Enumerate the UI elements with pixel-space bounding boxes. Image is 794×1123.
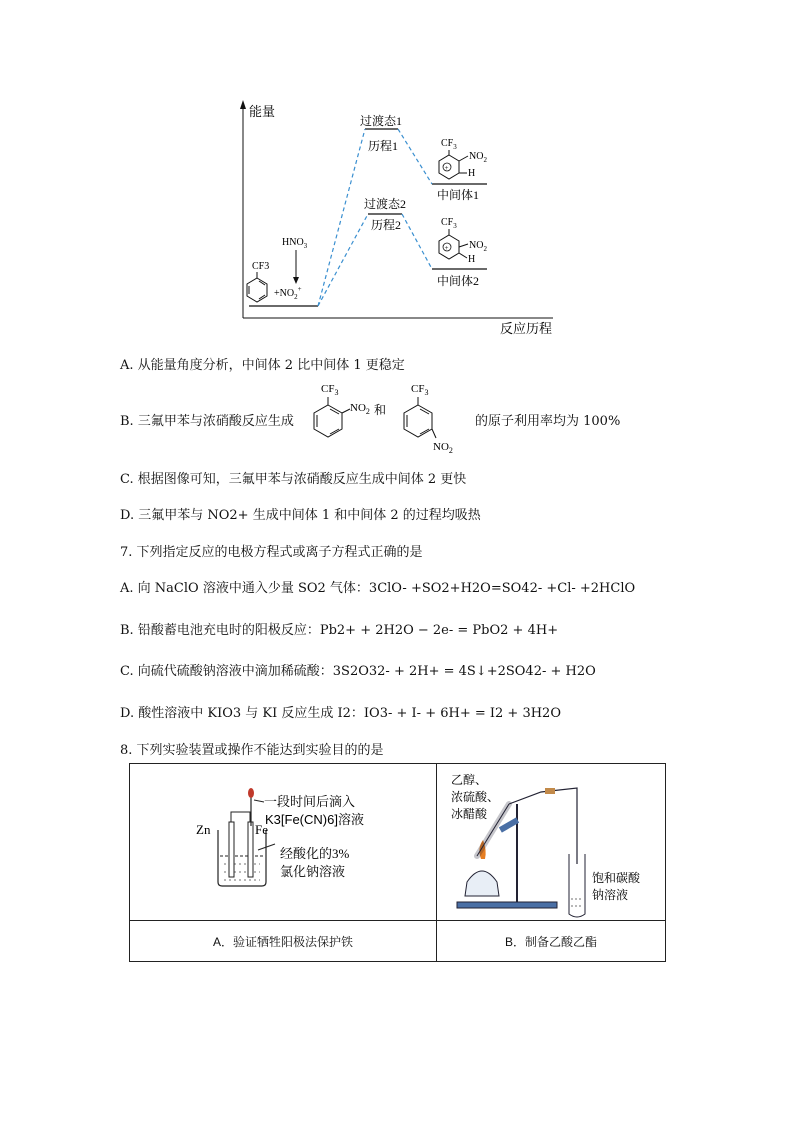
svg-text:CF3: CF3 [252, 261, 270, 272]
q7-option-c[interactable]: C. 向硫代硫酸钠溶液中滴加稀硫酸：3S2O32- + 2H+ = 4S↓+2SO42- + H2O [120, 664, 596, 679]
q6-option-b-structures [306, 378, 476, 458]
svg-text:HNO3: $HNO_3$ [282, 237, 308, 250]
energy-diagram [0, 0, 794, 345]
ts1-label: 过渡态1 [360, 114, 403, 128]
rubber-joint [545, 788, 555, 794]
svg-text:乙醇、: 乙醇、 [451, 773, 488, 787]
svg-text:K3[Fe(CN)6]溶液: K3[Fe(CN)6]溶液 [265, 812, 364, 827]
svg-text:经酸化的3%: 经酸化的3% [280, 846, 350, 861]
path1-rise [318, 129, 365, 306]
zn-electrode [229, 822, 234, 877]
beaker [218, 830, 266, 886]
svg-text:H: H [468, 168, 476, 179]
q6-option-d[interactable]: D. 三氟甲苯与 NO2+ 生成中间体 1 和中间体 2 的过程均吸热 [120, 508, 481, 523]
svg-text:一段时间后滴入: 一段时间后滴入 [264, 794, 356, 809]
cell-b-apparatus [437, 764, 666, 921]
reagent-hno3 [274, 237, 308, 301]
svg-text:NO2: $NO_2$ [350, 402, 370, 416]
svg-text:CF3: $CF_3$ [321, 383, 339, 397]
svg-text:H: H [468, 254, 476, 265]
svg-text:饱和碳酸: 饱和碳酸 [592, 871, 641, 885]
q8-experiment-table [129, 763, 666, 962]
svg-text:冰醋酸: 冰醋酸 [451, 807, 488, 821]
path1-label: 历程1 [368, 139, 399, 153]
svg-text:氯化钠溶液: 氯化钠溶液 [280, 864, 346, 879]
svg-text:浓硫酸、: 浓硫酸、 [451, 790, 500, 804]
q8-stem: 8. 下列实验装置或操作不能达到实验目的的是 [120, 743, 384, 758]
y-axis-label: 能量 [249, 104, 276, 119]
q7-option-b[interactable]: B. 铅酸蓄电池充电时的阳极反应：Pb2+ + 2H2O − 2e- = PbO2 + 4H+ [120, 623, 559, 638]
svg-text:Fe: Fe [255, 822, 268, 837]
svg-text:钠溶液: 钠溶液 [592, 888, 629, 902]
int2-label: 中间体2 [437, 274, 480, 288]
path2-fall [402, 214, 432, 269]
q7-option-a[interactable]: A. 向 NaClO 溶液中通入少量 SO2 气体：3ClO- +SO2+H2O=SO42- +Cl- +2HClO [120, 581, 636, 596]
cell-a-apparatus [130, 764, 437, 921]
ester-apparatus [437, 764, 665, 920]
svg-text:NO2: $NO_2$ [433, 441, 453, 455]
reactant-benzotrifluoride [247, 261, 269, 302]
svg-text:和: 和 [374, 403, 387, 417]
svg-text:+: + [444, 164, 449, 172]
q6-option-a[interactable]: A. 从能量角度分析，中间体 2 比中间体 1 更稳定 [120, 358, 405, 373]
svg-text:+: + [444, 244, 449, 252]
galvanic-cell-apparatus [130, 764, 436, 920]
delivery-tube [509, 788, 577, 864]
dropper-bulb [248, 788, 254, 798]
svg-text:CF3: $CF_3$ [441, 217, 457, 230]
stand-base [457, 902, 557, 908]
svg-text:+NO2+: $+NO_2^+$ [274, 285, 302, 301]
intermediate1-structure [439, 138, 487, 179]
q6-option-b-prefix[interactable]: B. 三氟甲苯与浓硝酸反应生成 [120, 414, 294, 429]
wire [231, 812, 250, 822]
cell-a-caption: A．验证牺牲阳极法保护铁 [130, 921, 437, 962]
intermediate2-structure [439, 217, 487, 265]
fe-electrode [248, 822, 253, 877]
path1-fall [398, 129, 432, 184]
y-axis-arrow [240, 100, 246, 109]
svg-text:NO2: $NO_2$ [469, 151, 487, 164]
svg-text:Zn: Zn [196, 822, 211, 837]
svg-text:CF3: $CF_3$ [411, 383, 429, 397]
ts2-label: 过渡态2 [364, 197, 407, 211]
svg-text:NO2: $NO_2$ [469, 240, 487, 253]
x-axis-label: 反应历程 [500, 321, 553, 336]
q7-option-d[interactable]: D. 酸性溶液中 KIO3 与 KI 反应生成 I2：IO3- + I- + 6H+ = I2 + 3H2O [120, 706, 561, 721]
q6-option-b-suffix: 的原子利用率均为 100% [475, 414, 621, 429]
path2-label: 历程2 [371, 218, 402, 232]
path2-rise [318, 214, 368, 306]
cell-b-caption: B．制备乙酸乙酯 [437, 921, 666, 962]
int1-label: 中间体1 [437, 188, 480, 202]
alcohol-lamp [465, 871, 499, 896]
svg-text:CF3: $CF_3$ [441, 138, 457, 151]
q6-option-c[interactable]: C. 根据图像可知，三氟甲苯与浓硝酸反应生成中间体 2 更快 [120, 472, 467, 487]
q7-stem: 7. 下列指定反应的电极方程式或离子方程式正确的是 [120, 545, 423, 560]
